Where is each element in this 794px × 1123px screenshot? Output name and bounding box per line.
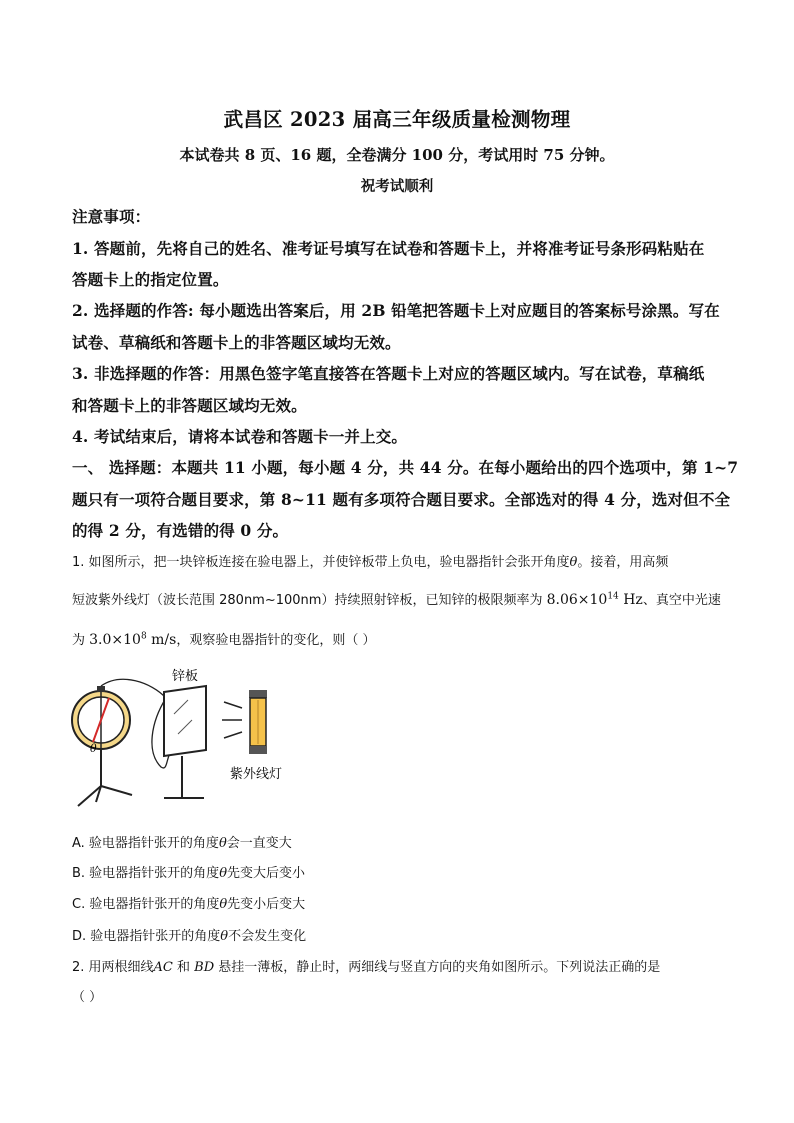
notice-item-3-cont: 和答题卡上的非答题区域均无效。 [72, 396, 307, 415]
zinc-plate-label: 锌板 [172, 669, 199, 684]
question-1-line-2: 短波紫外线灯（波长范围 280nm~100nm）持续照射锌板，已知锌的极限频率为 $8.06\times 10^{14}$ Hz、真空中光速 [72, 591, 721, 608]
question-1-line-1: 1. 如图所示，把一块锌板连接在验电器上，并使锌板带上负电，验电器指针会张开角度θ。接着，用高频 [72, 555, 669, 570]
uv-lamp-icon [249, 690, 267, 754]
electroscope-figure [66, 662, 316, 812]
zinc-plate-icon [164, 686, 206, 798]
electroscope-icon [72, 686, 132, 806]
question-2-line-2: （ ） [72, 990, 103, 1005]
option-c: C. 验电器指针张开的角度θ先变小后变大 [72, 897, 306, 912]
option-b: B. 验电器指针张开的角度θ先变大后变小 [72, 866, 306, 881]
speed-of-light: $3.0\times 10^8$ m/s [89, 631, 177, 648]
section-instructions-cont-1: 题只有一项符合题目要求，第 8~11 题有多项符合题目要求。全部选对的得 4 分，选对但不全 [72, 490, 731, 509]
section-instructions-cont-2: 的得 2 分，有选错的得 0 分。 [72, 521, 289, 540]
page-title: 武昌区 2023 届高三年级质量检测物理 [223, 108, 571, 131]
question-2-line-1: 2. 用两根细线AC 和 BD 悬挂一薄板，静止时，两细线与竖直方向的夹角如图所示。下列说法正确的是 [72, 960, 661, 975]
notice-heading: 注意事项： [72, 207, 151, 226]
uv-lamp-label: 紫外线灯 [230, 767, 283, 782]
option-a: A. 验电器指针张开的角度θ会一直变大 [72, 836, 292, 851]
notice-item-1: 1. 答题前，先将自己的姓名、准考证号填写在试卷和答题卡上，并将准考证号条形码粘贴在 [72, 239, 705, 258]
notice-item-3: 3. 非选择题的作答：用黑色签字笔直接答在答题卡上对应的答题区域内。写在试卷，草稿纸 [72, 364, 705, 383]
notice-item-1-cont: 答题卡上的指定位置。 [72, 270, 229, 289]
light-rays [222, 702, 242, 738]
theta-label: θ [90, 742, 97, 755]
good-luck-text: 祝考试顺利 [360, 178, 434, 195]
threshold-frequency: $8.06\times 10^{14}$ Hz [546, 591, 643, 608]
exam-info: 本试卷共 8 页、16 题，全卷满分 100 分，考试用时 75 分钟。 [179, 146, 615, 164]
option-d: D. 验电器指针张开的角度θ不会发生变化 [72, 929, 307, 944]
question-1-line-3: 为 $3.0\times 10^8$ m/s，观察验电器指针的变化，则（ ） [72, 631, 376, 648]
notice-item-2: 2. 选择题的作答: 每小题选出答案后，用 2B 铅笔把答题卡上对应题目的答案标号涂黑。写在 [72, 301, 720, 320]
section-instructions: 一、 选择题：本题共 11 小题，每小题 4 分，共 44 分。在每小题给出的四个选项中，第 1~7 [72, 458, 739, 477]
notice-item-4: 4. 考试结束后，请将本试卷和答题卡一并上交。 [72, 427, 408, 446]
notice-item-2-cont: 试卷、草稿纸和答题卡上的非答题区域均无效。 [72, 333, 401, 352]
